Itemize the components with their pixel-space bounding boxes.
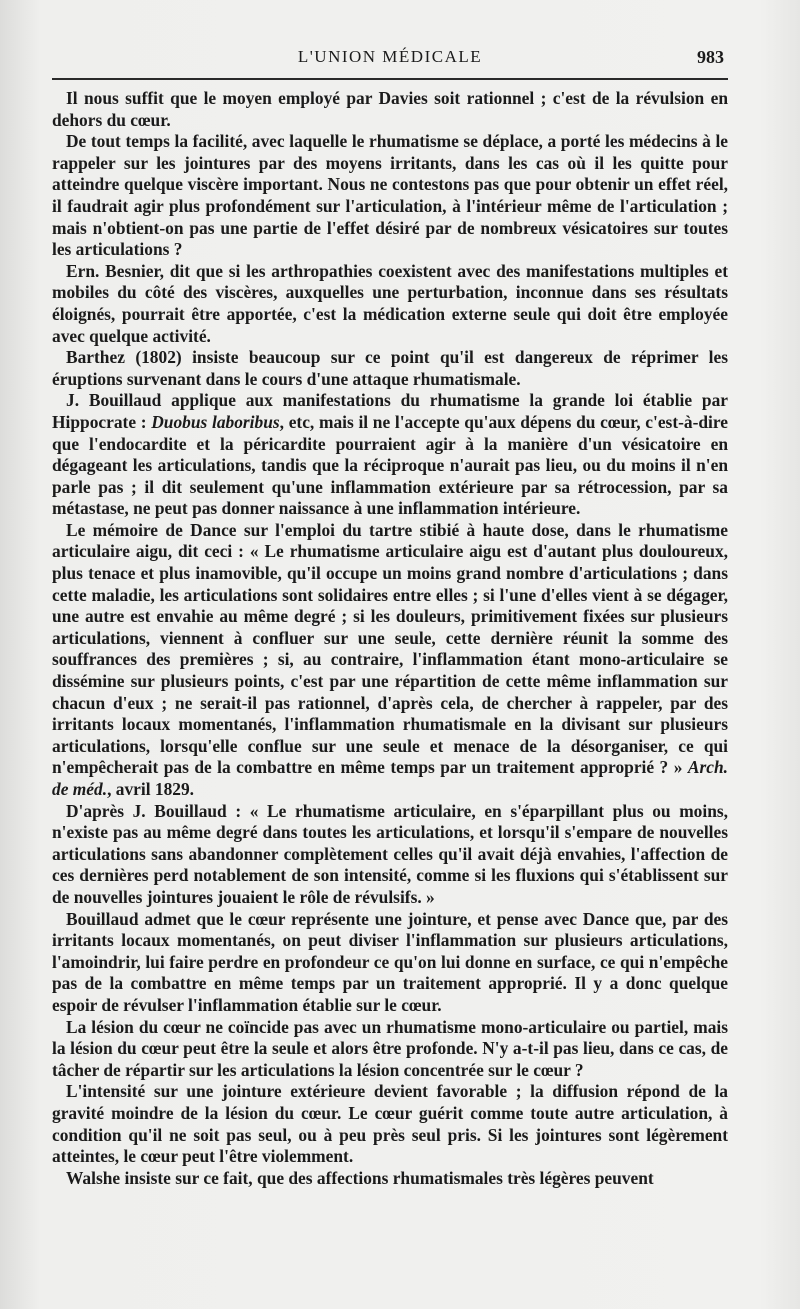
- paragraph: De tout temps la facilité, avec laquelle le rhumatisme se déplace, a porté les médecins à le rappeler sur les jointures par des moyens irritants, dans les cas où il les quitte pour atteindre quelque viscère important. Nous ne contestons pas que pour obtenir un effet réel, il faudrait agir plus profondément sur l'articulation, à l'intérieur même de l'articulation ; mais n'obtient-on pas une partie de l'effet désiré par de nombreux vésicatoires sur toutes les articulations ?: [52, 131, 728, 260]
- paragraph: [52, 390, 728, 520]
- header-rule: [52, 78, 728, 80]
- paragraph: Ern. Besnier, dit que si les arthropathies coexistent avec des manifestations multiples et mobiles du côté des viscères, auxquelles une perturbation, inconnue dans ses résultats éloignés, pourrait être apportée, c'est la médication externe seule qui doit être employée avec quelque activité.: [52, 260, 728, 346]
- paragraph-text: , etc, mais il ne l'accepte qu'aux dépens du cœur, c'est-à-dire que l'endocardite et la péricardite pourraient agir à la manière d'un vésicatoire en dégageant les articulations, tandis que la réciproque n'aurait pas lieu, ou du moins il n'en parle pas ; il dit seulement qu'une inflammation extérieure par sa rétrocession, par sa métastase, ne peut pas donner naissance à une inflammation intérieure.: [52, 411, 729, 519]
- paragraph: Barthez (1802) insiste beaucoup sur ce point qu'il est dangereux de réprimer les éruptions survenant dans le cours d'une attaque rhumatismale.: [52, 347, 728, 389]
- paragraph: L'intensité sur une jointure extérieure devient favorable ; la diffusion répond de la gravité moindre de la lésion du cœur. Le cœur guérit comme toute autre articulation, à condition qu'il ne soit pas seul, ou à peu près seul pris. Si les jointures sont légèrement atteintes, le cœur peut l'être violemment.: [52, 1081, 728, 1167]
- citation-source: Arch. de méd.: [52, 757, 728, 799]
- paragraph: La lésion du cœur ne coïncide pas avec un rhumatisme mono-articulaire ou partiel, mais la lésion du cœur peut être la seule et alors être profonde. N'y a-t-il pas lieu, dans ce cas, de tâcher de répartir sur les articulations la lésion concentrée sur le cœur ?: [52, 1016, 728, 1080]
- paragraph-text: , avril 1829.: [107, 779, 195, 799]
- body-text: [52, 88, 728, 1189]
- latin-quote: Duobus laboribus: [151, 411, 280, 432]
- page-number: 983: [697, 47, 724, 67]
- paragraph-text: Le mémoire de Dance sur l'emploi du tartre stibié à haute dose, dans le rhumatisme articulaire aigu, dit ceci : « Le rhumatisme articulaire aigu est d'autant plus douloureux, plus tenace et plus inamovible, qu'il occupe un moins grand nombre d'articulations ; dans cette maladie, les articulations sont solidaires entre elles ; si l'une d'elles vient à se dégager, une autre est envahie au même degré ; si les douleurs, primitivement fixées sur plusieurs articulations, viennent à confluer sur une seule, cette dernière réunit la somme des souffrances des premières ; si, au contraire, l'inflammation étant mono-articulaire se dissémine sur plusieurs points, c'est par une répartition de cette même inflammation sur chacun d'eux ; ne serait-il pas rationnel, d'après cela, de chercher à rappeler, par des irritants locaux momentanés, l'inflammation rhumatismale en la divisant sur plusieurs articulations, lorsqu'elle conflue sur une seule et menace de la désorganiser, ce qui n'empêcherait pas de la combattre en même temps par un traitement approprié ? »: [52, 519, 728, 778]
- page-header: [52, 47, 728, 75]
- running-title: L'UNION MÉDICALE: [297, 47, 483, 66]
- paragraph: Il nous suffit que le moyen employé par Davies soit rationnel ; c'est de la révulsion en dehors du cœur.: [52, 88, 728, 130]
- paragraph-text: J. Bouillaud applique aux manifestations du rhumatisme la grande loi établie par Hippocrate :: [52, 390, 728, 432]
- paragraph: Walshe insiste sur ce fait, que des affections rhumatismales très légères peuvent: [66, 1167, 654, 1188]
- paragraph: Bouillaud admet que le cœur représente une jointure, et pense avec Dance que, par des irritants locaux momentanés, on peut diviser l'inflammation sur plusieurs articulations, l'amoindrir, lui faire perdre en profondeur ce qu'on lui donne en surface, ce qui n'empêche pas de la combattre en même temps par un traitement approprié. Il y a donc quelque espoir de révulser l'inflammation établie sur le cœur.: [52, 908, 728, 1015]
- paragraph: D'après J. Bouillaud : « Le rhumatisme articulaire, en s'éparpillant plus ou moins, n'existe pas au même degré dans toutes les articulations, et lorsqu'il s'empare de nouvelles articulations sans abandonner complètement celles qu'il avait déjà envahies, l'affection de ces dernières perd notablement de son intensité, comme si les fluxions qui s'établissent sur de nouvelles jointures jouaient le rôle de révulsifs. »: [52, 800, 728, 907]
- paragraph: [52, 520, 728, 801]
